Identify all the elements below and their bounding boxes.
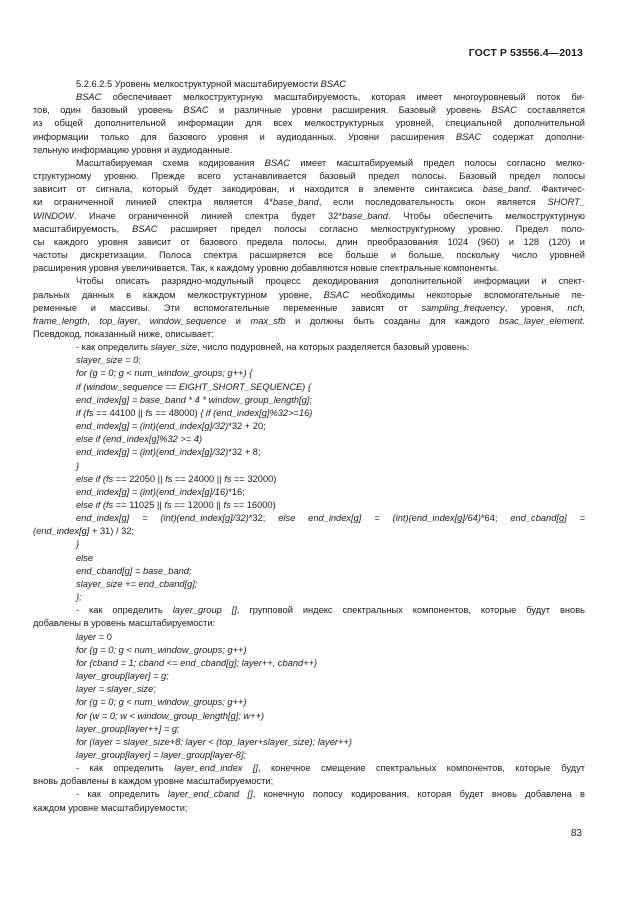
text-line: частоты дискретизации. Полоса спектра расширяется все больше и больше, поскольку число уровней — [33, 250, 585, 261]
text-line: } — [76, 539, 80, 550]
text-line: тов, один базовый уровень BSAC и различные уровни расширения. Базовый уровень BSAC составляется — [33, 105, 585, 116]
text-line: for (g = 0; g < num_window_groups; g++) { — [76, 368, 253, 379]
text-line: Масштабируемая схема кодирования BSAC имеет масштабируемый предел полосы согласно мелко- — [76, 157, 585, 168]
text-line: Псевдокод, показанный ниже, описывает: — [33, 328, 214, 339]
text-line: BSAC обеспечивает мелкоструктурную масштабируемость, которая имеет многоуровневый поток би- — [76, 92, 585, 103]
page-number: 83 — [570, 828, 582, 839]
text-line: end_cband[g] = base_band; — [76, 565, 192, 576]
text-line: end_index[g] = (int)(end_index[g]/32)*32 + 8; — [76, 447, 261, 458]
text-line: else if (end_index[g]%32 >= 4) — [76, 434, 203, 445]
text-line: for (layer = slayer_size+8; layer < (top_layer+slayer_size); layer++) — [76, 736, 352, 747]
text-line: зависит от сигнала, который будет закодирован, и находится в элементе синтаксиса base_band. Фактичес- — [33, 184, 585, 195]
text-line: frame_length, top_layer, window_sequence и max_sfb и должны быть созданы для каждого bsac_layer_element. — [33, 315, 585, 326]
text-line: if (window_sequence == EIGHT_SHORT_SEQUENCE) { — [76, 381, 311, 392]
standard-header: ГОСТ Р 53556.4—2013 — [468, 47, 583, 59]
text-line: информации только для базового уровня и аудиоданных. Уровни расширения BSAC содержат дополни- — [33, 131, 585, 142]
text-line: else — [76, 552, 94, 563]
text-line: из общей дополнительной информации для всех мелкоструктурных уровней, специальной дополнительной — [33, 118, 585, 129]
text-line: (end_index[g] + 31) / 32; — [33, 526, 135, 537]
text-line: тельную информацию уровня и аудиоданные. — [33, 144, 233, 155]
text-line: for (w = 0; w < window_group_length[g]; w++) — [76, 710, 265, 721]
text-line: вновь добавлены в каждом уровне масштабируемости; — [33, 776, 274, 787]
text-line: }; — [76, 592, 82, 603]
text-line: структурному уровню. Прежде всего устанавливается базовый предел полосы. Базовый предел полосы — [33, 171, 585, 182]
text-line: slayer_size += end_cband[g]; — [76, 578, 198, 589]
text-line: for (cband = 1; cband <= end_cband[g]; layer++, cband++) — [76, 657, 318, 668]
text-line: if (fs == 44100 || fs == 48000) { if (end_index[g]%32>=16) — [76, 407, 313, 418]
text-line: ременные и массивы. Эти вспомогательные переменные зависят от sampling_frequency, уровня, nch, — [33, 302, 585, 313]
text-line: else if (fs == 11025 || fs == 12000 || fs == 16000) — [76, 500, 276, 510]
text-line: end_index[g] = (int)(end_index[g]/32)*32; else end_index[g] = (int)(end_index[g]/64)*64; end_cband[g] = — [76, 513, 585, 524]
text-line: slayer_size = 0; — [76, 355, 141, 366]
text-line: } — [76, 460, 80, 471]
text-line: ки ограниченной линией спектра является 4*base_band, если последовательность окон является SHORT_ — [33, 197, 585, 208]
text-line: Чтобы описать разрядно-модульный процесс декодирования дополнительной информации и спект- — [76, 276, 585, 287]
text-line: layer_group[layer] = g; — [76, 671, 169, 682]
text-line: else if (fs == 22050 || fs == 24000 || fs == 32000) — [76, 473, 277, 484]
text-line: каждом уровне масштабируемости; — [33, 802, 188, 813]
text-line: сы каждого уровня зависит от базового предела полосы, длин преобразования 1024 (960) и 128 (120) и — [33, 236, 585, 247]
text-line: масштабируемость, BSAC расширяет предел полосы согласно мелкоструктурному уровню. Предел поло- — [33, 223, 585, 234]
text-line: добавлены в уровень масштабируемости: — [33, 618, 216, 629]
text-line: for (g = 0; g < num_window_groups; g++) — [76, 697, 247, 708]
text-line: - как определить slayer_size, число подуровней, на которых разделяется базовый уровень: — [76, 342, 470, 353]
text-line: end_index[g] = (int)(end_index[g]/32)*32 + 20; — [76, 421, 266, 432]
document-body — [33, 78, 585, 815]
text-line: for (g = 0; g < num_window_groups; g++) — [76, 644, 247, 655]
text-line: ральных данных в каждом мелкоструктурном уровне, BSAC необходимы некоторые вспомогательные пе- — [33, 289, 585, 300]
text-line: 5.2.6.2.5 Уровень мелкоструктурной масштабируемости BSAC — [76, 79, 346, 89]
text-line: layer = 0 — [76, 631, 112, 642]
text-line: end_index[g] = base_band * 4 * window_group_length[g]; — [76, 394, 312, 405]
text-line: WINDOW. Иначе ограниченной линией спектра будет 32*base_band. Чтобы обеспечить мелкоструктурную — [33, 210, 585, 221]
text-line: - как определить layer_end_index [], конечное смещение спектральных компонентов, которые будут — [76, 763, 585, 774]
text-line: layer = slayer_size; — [76, 684, 156, 695]
text-line: - как определить layer_group [], групповой индекс спектральных компонентов, которые будут вновь — [76, 605, 585, 616]
text-line: layer_group[layer] = layer_group[layer-8]; — [76, 749, 247, 760]
text-line: расширения уровня увеличивается. Так, к каждому уровню добавляются новые спектральные компоненты. — [33, 263, 499, 274]
text-line: - как определить layer_end_cband [], конечную полосу кодирования, которая будет вновь добавлена в — [76, 789, 585, 800]
text-line: end_index[g] = (int)(end_index[g]/16)*16; — [76, 486, 245, 497]
text-line: layer_group[layer++] = g; — [76, 723, 180, 734]
